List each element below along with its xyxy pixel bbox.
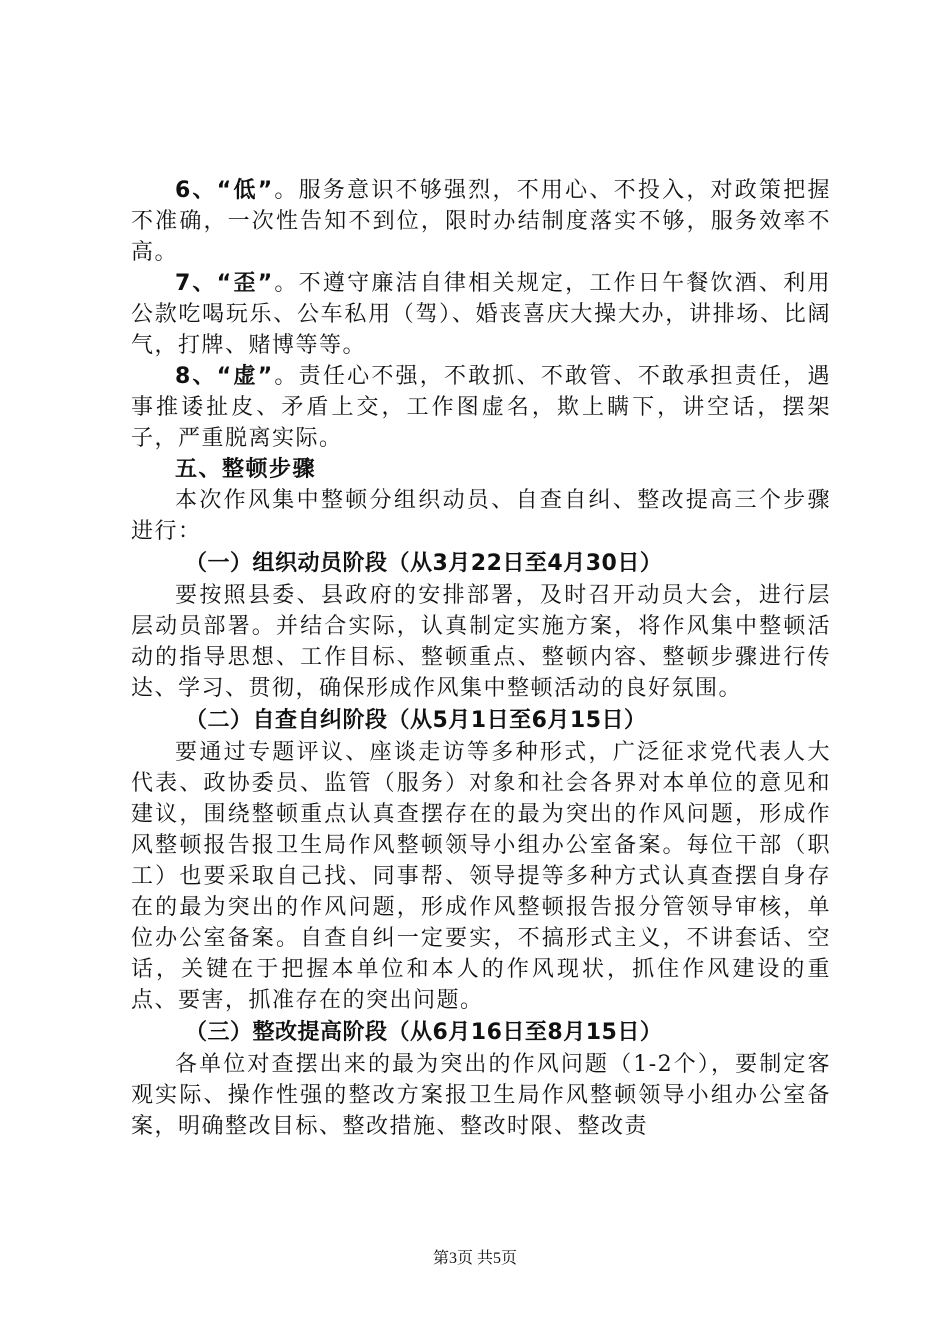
page-footer: 第3页 共5页 (432, 1250, 517, 1267)
stage-heading: （二）自查自纠阶段（从5月1日至6月15日） (185, 708, 647, 733)
item-label: 7、“歪” (175, 271, 274, 296)
list-item (131, 175, 831, 268)
stage-body: 各单位对查摆出来的最为突出的作风问题（1-2个），要制定客观实际、操作性强的整改方案报卫生局作风整顿领导小组办公室备案，明确整改目标、整改措施、整改时限、整改责 (131, 1052, 831, 1139)
document-body (131, 175, 831, 1142)
list-item (131, 268, 831, 361)
list-item (131, 361, 831, 454)
item-label: 8、“虚” (175, 364, 274, 389)
stage-heading: （一）组织动员阶段（从3月22日至4月30日） (185, 551, 663, 576)
item-label: 6、“低” (175, 178, 274, 203)
item-text: 。服务意识不够强烈，不用心、不投入，对政策把握不准确，一次性告知不到位，限时办结制度落实不够，服务效率不高。 (131, 178, 831, 265)
item-text: 。责任心不强，不敢抓、不敢管、不敢承担责任，遇事推诿扯皮、矛盾上交，工作图虚名，欺上瞒下，讲空话，摆架子，严重脱离实际。 (131, 364, 831, 451)
section-intro: 本次作风集中整顿分组织动员、自查自纠、整改提高三个步骤进行： (131, 488, 831, 544)
stage-body: 要按照县委、县政府的安排部署，及时召开动员大会，进行层层动员部署。并结合实际，认真制定实施方案，将作风集中整顿活动的指导思想、工作目标、整顿重点、整顿内容、整顿步骤进行传达、学习、贯彻，确保形成作风集中整顿活动的良好氛围。 (131, 583, 831, 701)
section-heading: 五、整顿步骤 (175, 457, 317, 482)
stage-body: 要通过专题评议、座谈走访等多种形式，广泛征求党代表人大代表、政协委员、监管（服务）对象和社会各界对本单位的意见和建议，围绕整顿重点认真查摆存在的最为突出的作风问题，形成作风整顿报告报卫生局作风整顿领导小组办公室备案。每位干部（职工）也要采取自己找、同事帮、领导提等多种方式认真查摆自身存在的最为突出的作风问题，形成作风整顿报告报分管领导审核，单位办公室备案。自查自纠一定要实，不搞形式主义，不讲套话、空话，关键在于把握本单位和本人的作风现状，抓住作风建设的重点、要害，抓准存在的突出问题。 (131, 740, 831, 1013)
stage-heading: （三）整改提高阶段（从6月16日至8月15日） (185, 1020, 663, 1045)
item-text: 。不遵守廉洁自律相关规定，工作日午餐饮酒、利用公款吃喝玩乐、公车私用（驾）、婚丧喜庆大操大办，讲排场、比阔气，打牌、赌博等等。 (131, 271, 831, 358)
